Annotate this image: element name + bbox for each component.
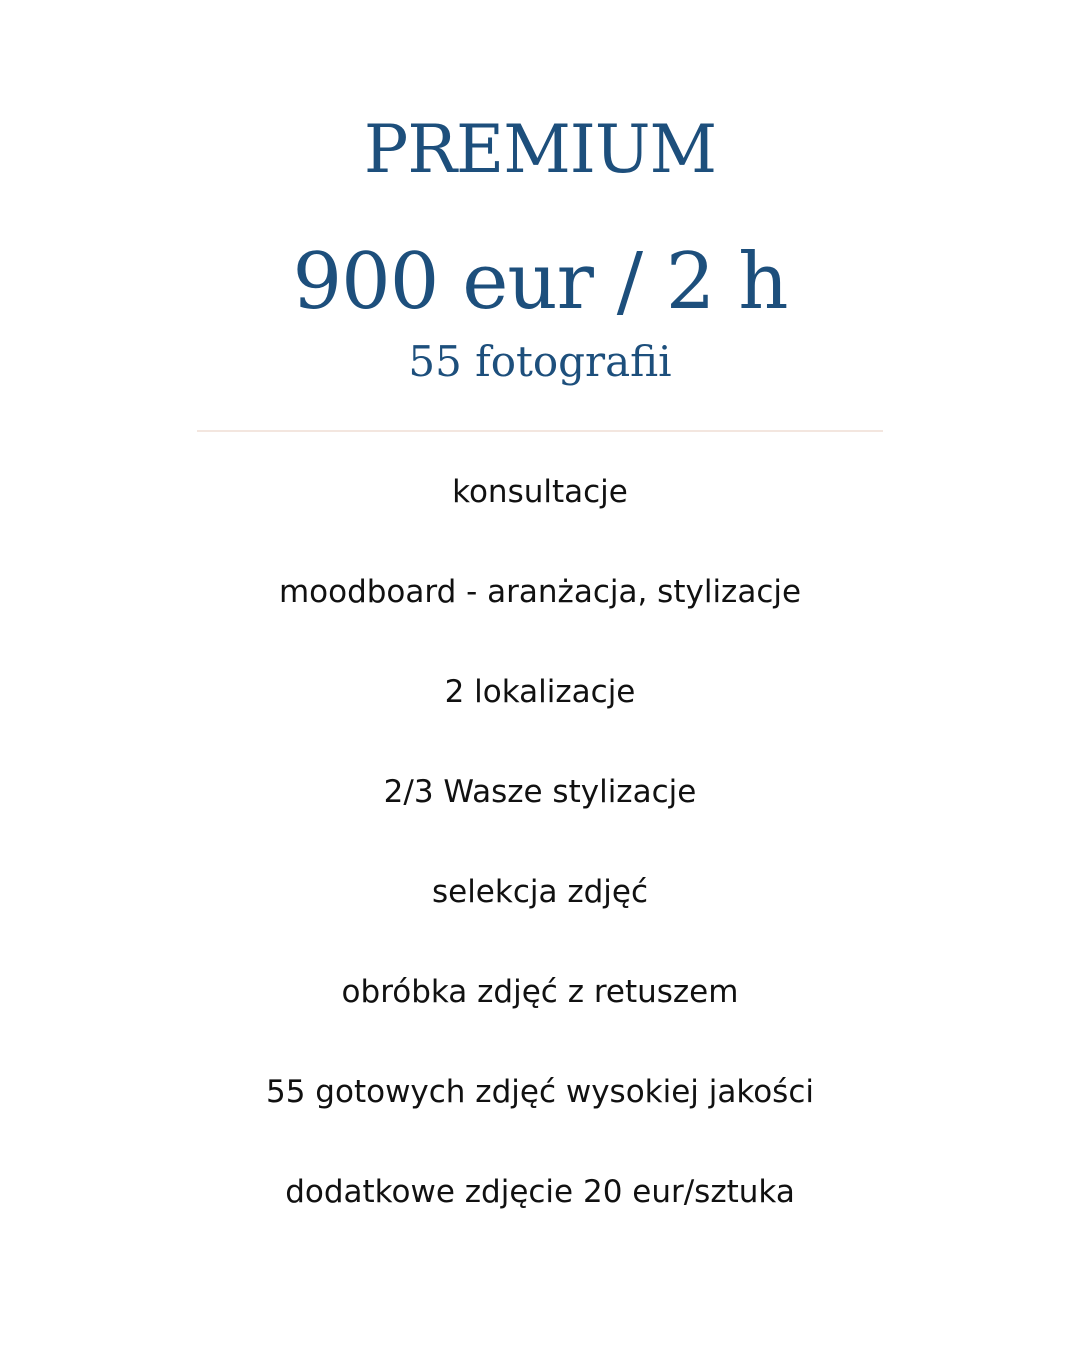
plan-title: PREMIUM xyxy=(363,111,717,188)
feature-item: 55 gotowych zdjęć wysokiej jakości xyxy=(266,1074,814,1110)
feature-item: dodatkowe zdjęcie 20 eur/sztuka xyxy=(285,1174,795,1210)
feature-item: 2/3 Wasze stylizacje xyxy=(383,774,697,810)
feature-item: selekcja zdjęć xyxy=(431,874,649,910)
feature-item: moodboard - aranżacja, stylizacje xyxy=(278,574,802,610)
feature-item: 2 lokalizacje xyxy=(444,674,636,710)
feature-list xyxy=(0,466,1080,1266)
feature-item: konsultacje xyxy=(452,474,628,510)
feature-item: obróbka zdjęć z retuszem xyxy=(341,974,739,1010)
plan-photo-count: 55 fotografii xyxy=(408,337,672,386)
divider xyxy=(197,430,883,432)
plan-price: 900 eur / 2 h xyxy=(292,237,788,327)
